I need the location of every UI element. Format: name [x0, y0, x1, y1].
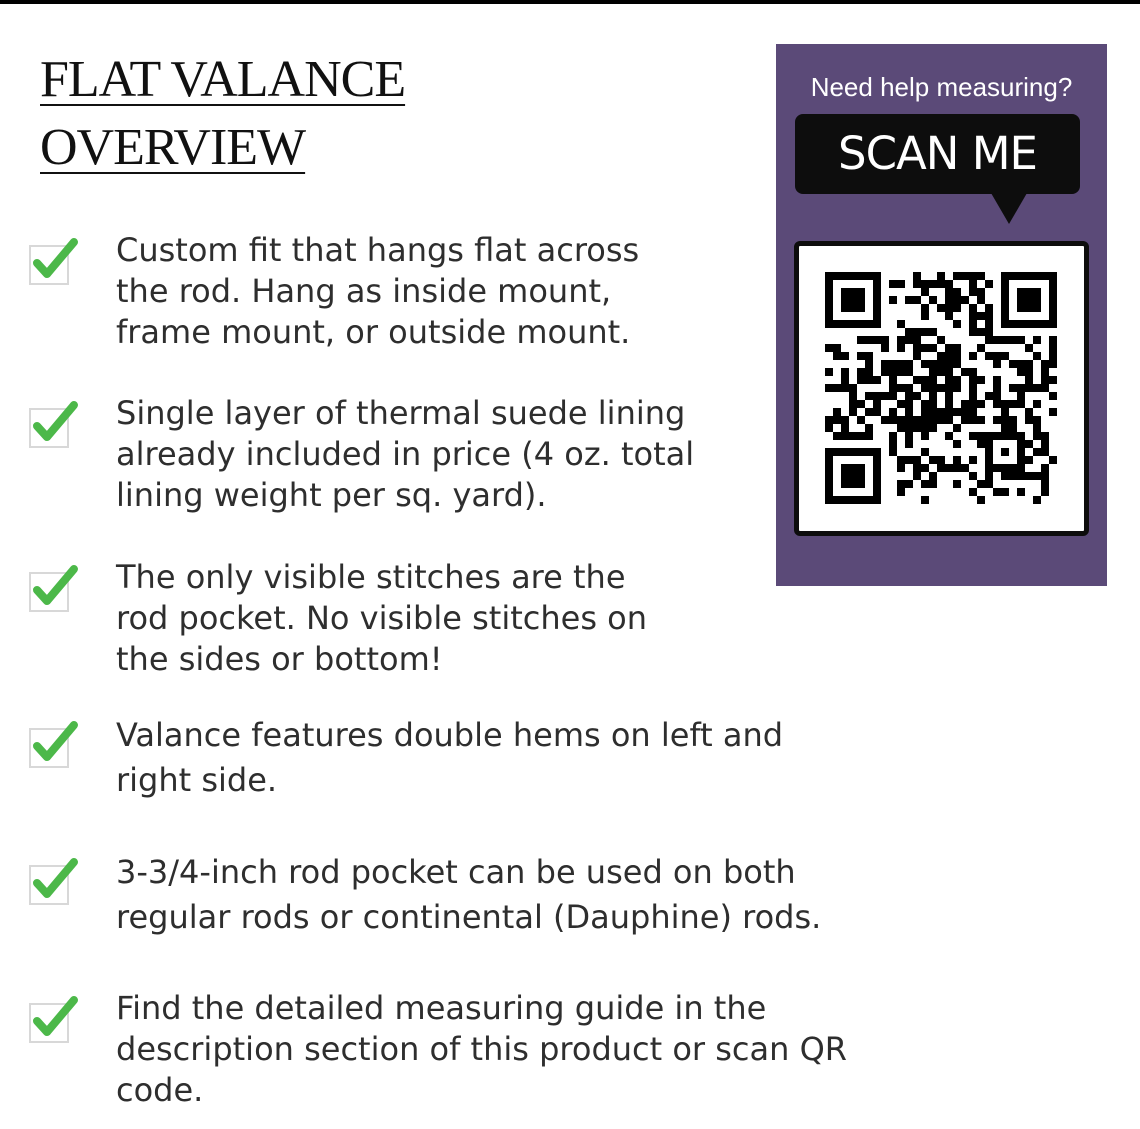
checkmark-icon: [28, 856, 80, 906]
checkmark-icon: [28, 399, 80, 449]
scan-me-bubble: [795, 114, 1080, 194]
feature-text: Single layer of thermal suede lining already included in price (4 oz. total lining weight per sq. yard).: [116, 394, 695, 514]
page-title: [40, 46, 405, 182]
feature-text: Find the detailed measuring guide in the description section of this product or scan QR code.: [116, 989, 847, 1109]
qr-help-card: [776, 44, 1107, 586]
qr-code-icon[interactable]: [825, 272, 1057, 504]
checkmark-icon: [28, 994, 80, 1044]
qr-prompt-text: Need help measuring?: [810, 72, 1073, 102]
checkmark-icon: [28, 563, 80, 613]
checkmark-icon: [28, 236, 80, 286]
checkmark-icon: [28, 719, 80, 769]
feature-text: Custom fit that hangs flat across the rod. Hang as inside mount, frame mount, or outside mount.: [116, 231, 640, 351]
qr-code-frame[interactable]: [794, 241, 1089, 536]
feature-text: The only visible stitches are the rod pocket. No visible stitches on the sides or bottom!: [116, 558, 648, 678]
feature-text: 3-3/4-inch rod pocket can be used on both regular rods or continental (Dauphine) rods.: [116, 853, 822, 936]
title-line-1: FLAT VALANCE: [40, 51, 406, 108]
top-rule: [0, 0, 1140, 4]
feature-text: Valance features double hems on left and right side.: [116, 716, 784, 799]
scan-me-label: SCAN ME: [838, 127, 1037, 180]
title-line-2: OVERVIEW: [40, 119, 306, 176]
